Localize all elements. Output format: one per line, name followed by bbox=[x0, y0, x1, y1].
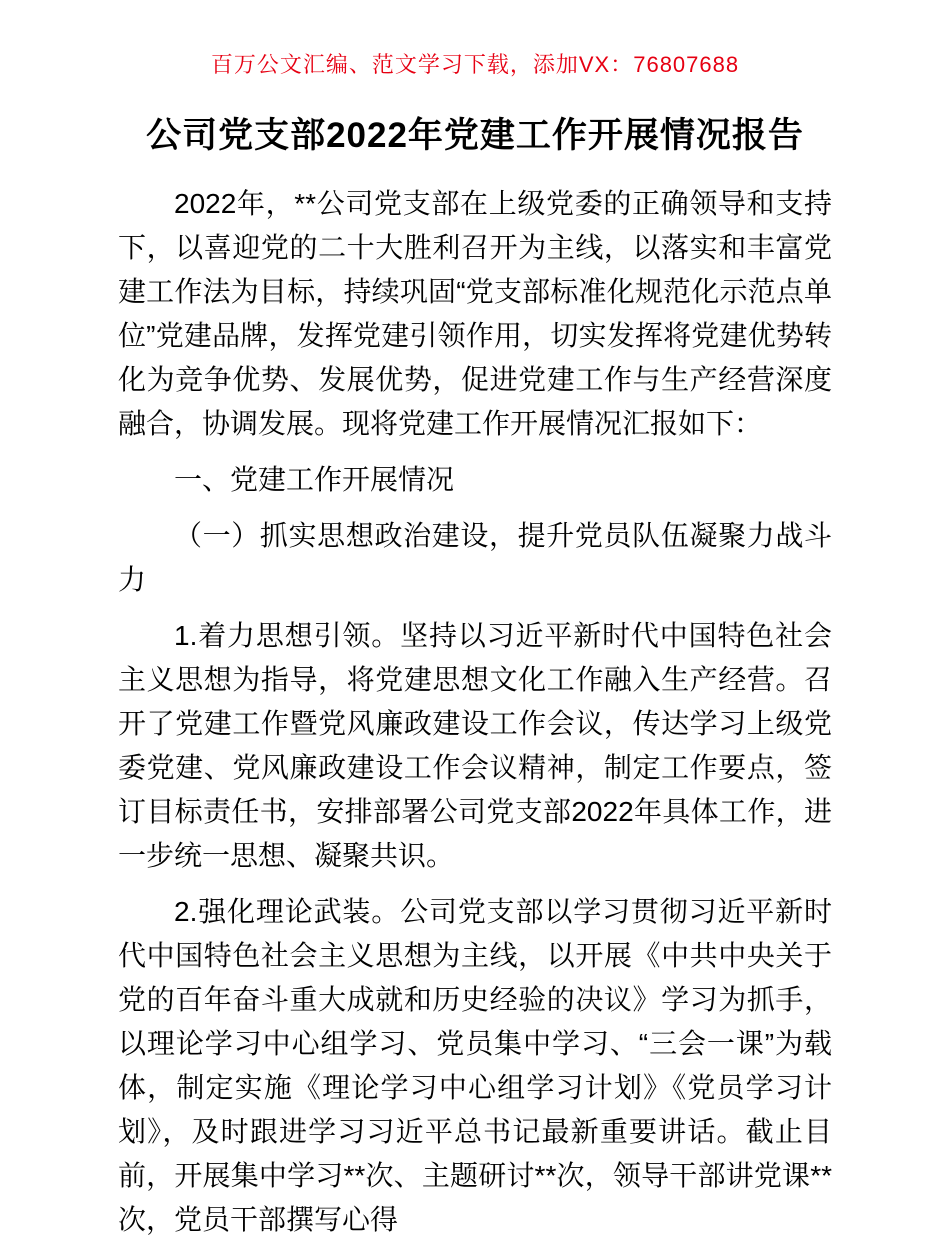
paragraph-point-2: 2.强化理论武装。公司党支部以学习贯彻习近平新时代中国特色社会主义思想为主线，以开展《中共中央关于党的百年奋斗重大成就和历史经验的决议》学习为抓手，以理论学习中心组学习、党员集中学习、“三会一课”为载体，制定实施《理论学习中心组学习计划》《党员学习计划》，及时跟进学习习近平总书记最新重要讲话。截止目前，开展集中学习**次、主题研讨**次，领导干部讲党课**次，党员干部撰写心得 bbox=[118, 896, 832, 1235]
heading-section-1: 一、党建工作开展情况 bbox=[174, 464, 455, 495]
paragraph-point-1: 1.着力思想引领。坚持以习近平新时代中国特色社会主义思想为指导，将党建思想文化工作融入生产经营。召开了党建工作暨党风廉政建设工作会议，传达学习上级党委党建、党风廉政建设工作会议精神，制定工作要点，签订目标责任书，安排部署公司党支部2022年具体工作，进一步统一思想、凝聚共识。 bbox=[118, 620, 832, 871]
promo-watermark-notice: 百万公文汇编、范文学习下载，添加VX：76807688 bbox=[210, 52, 740, 77]
document-title: 公司党支部2022年党建工作开展情况报告 bbox=[146, 116, 804, 155]
paragraph-intro: 2022年，**公司党支部在上级党委的正确领导和支持下，以喜迎党的二十大胜利召开为主线，以落实和丰富党建工作法为目标，持续巩固“党支部标准化规范化示范点单位”党建品牌，发挥党建引领作用，切实发挥将党建优势转化为竞争优势、发展优势，促进党建工作与生产经营深度融合，协调发展。现将党建工作开展情况汇报如下： bbox=[118, 188, 832, 439]
heading-subsection-1-1: （一）抓实思想政治建设，提升党员队伍凝聚力战斗力 bbox=[118, 520, 832, 595]
